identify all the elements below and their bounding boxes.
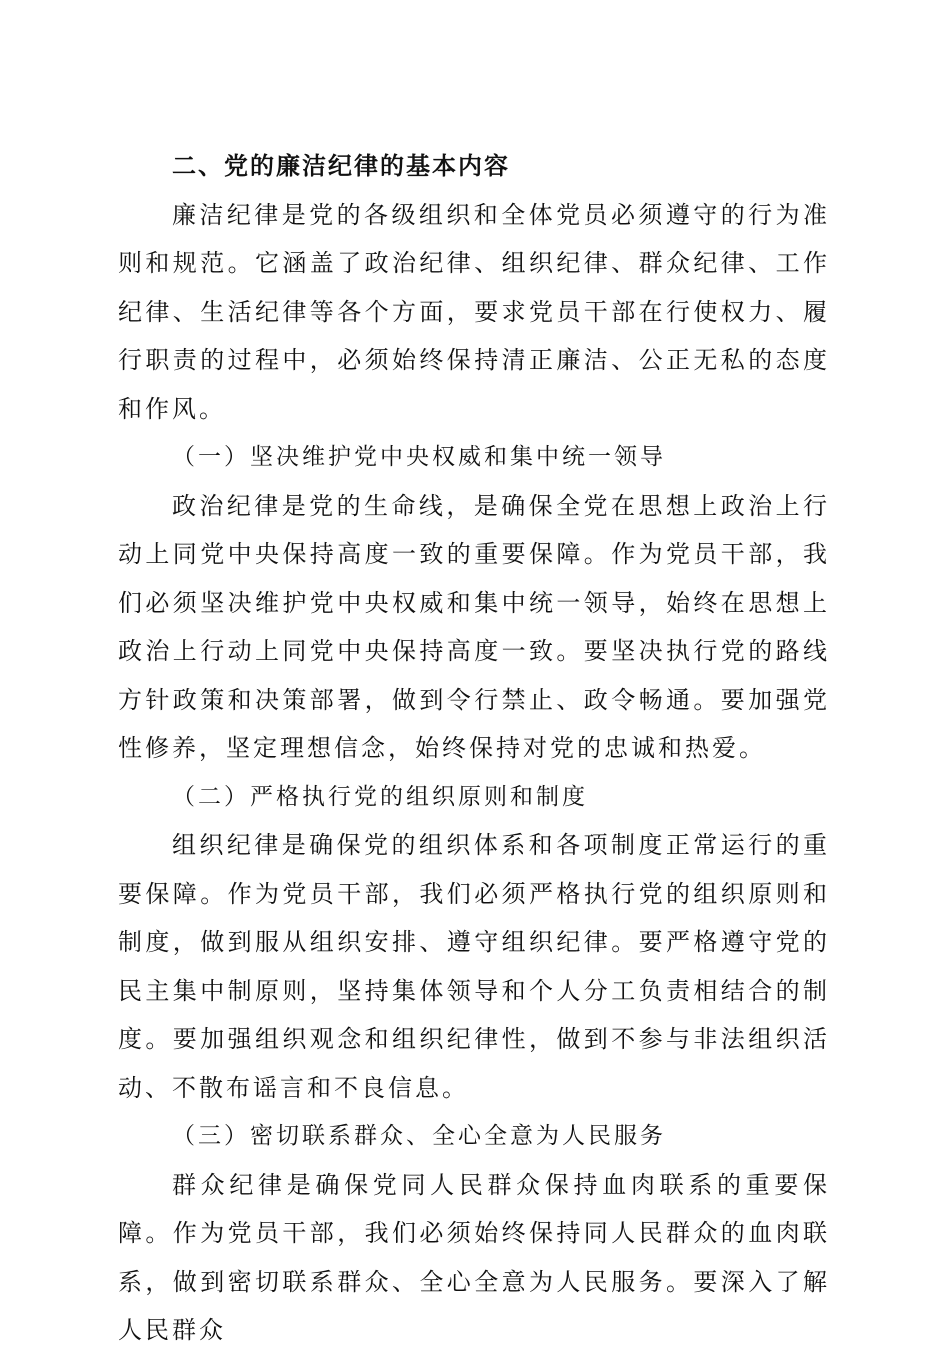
subsection-heading-2: （二）严格执行党的组织原则和制度 xyxy=(172,783,588,810)
subsection-body-1: 政治纪律是党的生命线，是确保全党在思想上政治上行动上同党中央保持高度一致的重要保障。作为党员干部，我们必须坚决维护党中央权威和集中统一领导，始终在思想上政治上行动上同党中央保持高度一致。要坚决执行党的路线方针政策和决策部署，做到令行禁止、政令畅通。要加强党性修养，坚定理想信念，始终保持对党的忠诚和热爱。 xyxy=(118,491,830,762)
intro-paragraph: 廉洁纪律是党的各级组织和全体党员必须遵守的行为准则和规范。它涵盖了政治纪律、组织纪律、群众纪律、工作纪律、生活纪律等各个方面，要求党员干部在行使权力、履行职责的过程中，必须始终保持清正廉洁、公正无私的态度和作风。 xyxy=(118,200,830,423)
subsection-heading-3: （三）密切联系群众、全心全意为人民服务 xyxy=(172,1123,666,1149)
subsection-body-3: 群众纪律是确保党同人民群众保持血肉联系的重要保障。作为党员干部，我们必须始终保持同人民群众的血肉联系，做到密切联系群众、全心全意为人民服务。要深入了解人民群众 xyxy=(118,1170,830,1344)
subsection-body-2: 组织纪律是确保党的组织体系和各项制度正常运行的重要保障。作为党员干部，我们必须严格执行党的组织原则和制度，做到服从组织安排、遵守组织纪律。要严格遵守党的民主集中制原则，坚持集体领导和个人分工负责相结合的制度。要加强组织观念和组织纪律性，做到不参与非法组织活动、不散布谣言和不良信息。 xyxy=(118,831,830,1102)
section-title: 二、党的廉洁纪律的基本内容 xyxy=(172,152,510,180)
document-body xyxy=(118,142,830,1355)
subsection-heading-1: （一）坚决维护党中央权威和集中统一领导 xyxy=(172,444,666,470)
